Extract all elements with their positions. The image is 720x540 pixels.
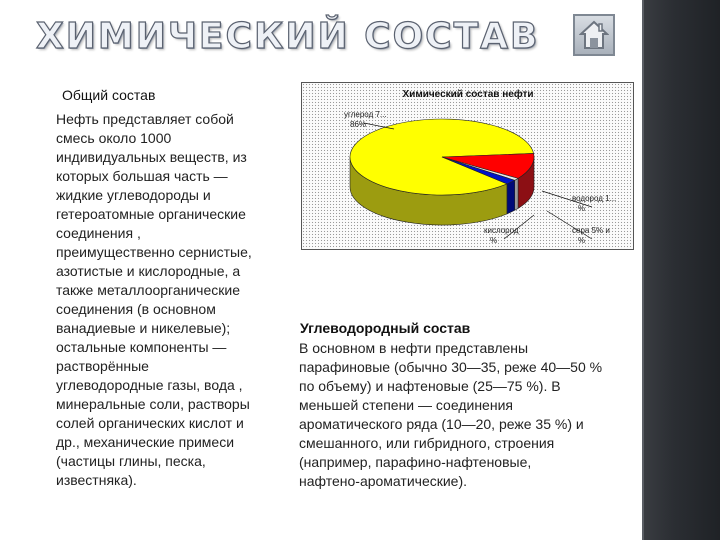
- band-edge: [642, 0, 644, 540]
- right-decor-band: [642, 0, 720, 540]
- slide-title: ХИМИЧЕСКИЙ СОСТАВ: [36, 16, 540, 57]
- chart-container: [301, 82, 634, 250]
- slice-label-1: водород 1... %: [572, 194, 617, 213]
- home-icon: [579, 19, 609, 51]
- general-heading: Общий состав: [62, 87, 156, 103]
- home-button[interactable]: [573, 14, 615, 56]
- slice-label-0: углерод 7... 86%: [344, 110, 387, 129]
- slice-label-3: сера 5% и %: [572, 226, 610, 245]
- general-text: Нефть представляет собой смесь около 1000 индивидуальных веществ, из которых большая часть — жидкие углеводороды и гетероатомные органические соединения , преимущественно сернистые, азотистые и кислородные, а также металлоорганические соединения (в основном ванадиевые и никелевые); остальные компоненты — растворённые углеводородные газы, вода , минеральные соли, растворы солей органических кислот и др., механические примеси (частицы глины, песка, известняка).: [56, 111, 252, 488]
- pie-slice-side-2: [515, 178, 518, 210]
- hydrocarbon-text: В основном в нефти представлены парафиновые (обычно 30—35, реже 40—50 % по объему) и нафтеновые (25—75 %). В меньшей степени — соединения ароматического ряда (10—20, реже 35 %) и смешанного, или гибридного, строения (например, парафино-нафтеновые, нафтено-ароматические).: [299, 340, 603, 489]
- slice-label-2: кислород %: [484, 226, 519, 245]
- pie-chart: [302, 83, 635, 251]
- chart-title: Химический состав нефти: [402, 89, 534, 100]
- pie-slice-side-3: [507, 180, 515, 214]
- hydrocarbon-heading: Углеводородный состав: [300, 320, 471, 336]
